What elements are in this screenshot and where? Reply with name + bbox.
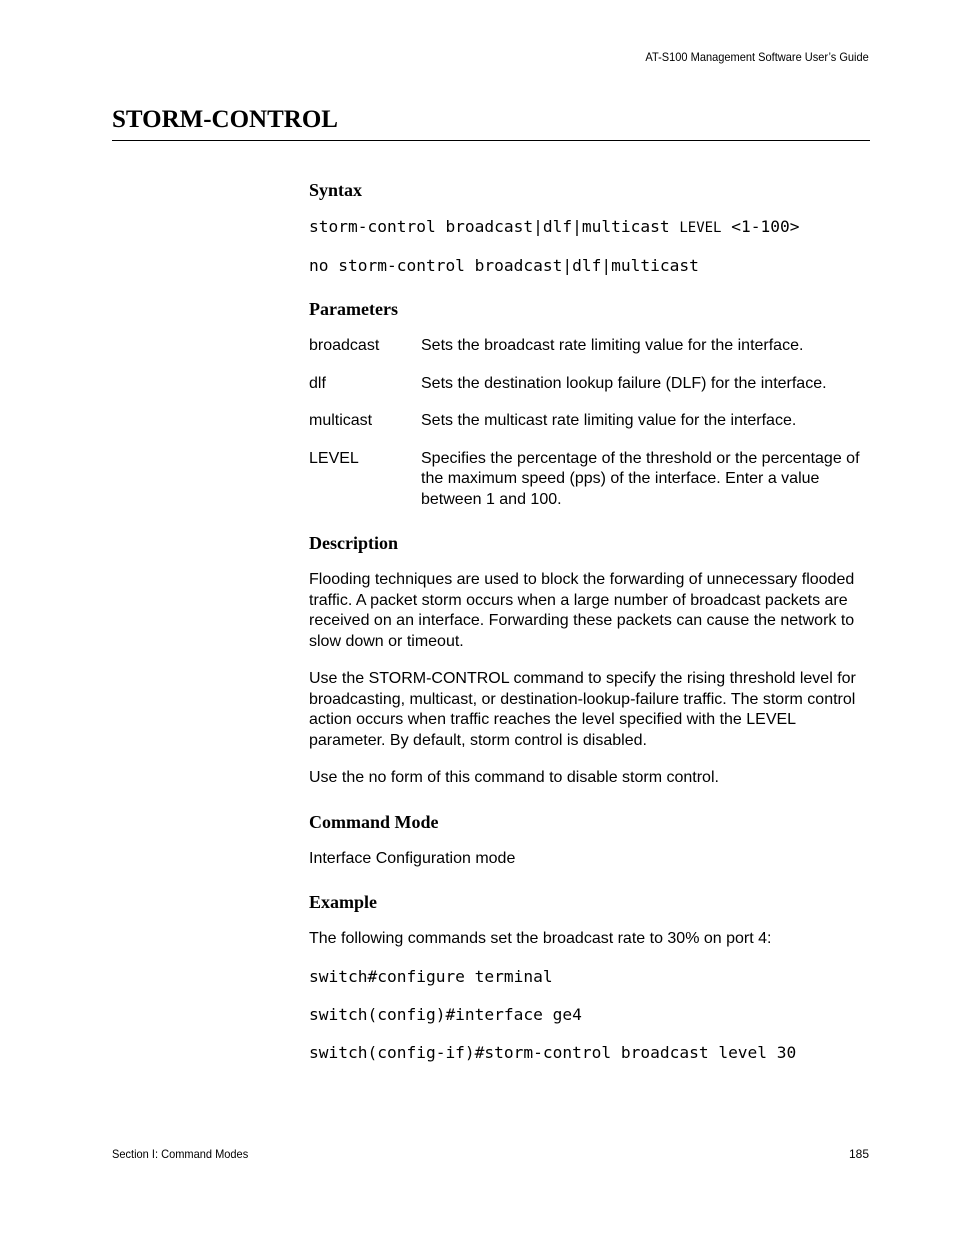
syntax-range: <1-100>	[721, 217, 800, 236]
parameters-table	[309, 336, 871, 510]
param-name: multicast	[309, 412, 373, 429]
description-paragraph: Use the no form of this command to disable storm control.	[309, 769, 719, 786]
page-title: STORM-CONTROL	[112, 106, 338, 133]
page-number: 185	[848, 1147, 869, 1161]
example-intro: The following commands set the broadcast rate to 30% on port 4:	[309, 930, 772, 947]
command-mode-heading: Command Mode	[309, 811, 439, 832]
syntax-line-1	[309, 217, 871, 238]
title-rule	[112, 140, 870, 141]
param-row-broadcast	[309, 336, 871, 357]
param-row-level	[309, 449, 871, 511]
param-desc: Sets the broadcast rate limiting value for the interface.	[421, 337, 804, 354]
param-row-multicast	[309, 411, 871, 432]
example-line: switch(config-if)#storm-control broadcast level 30	[309, 1042, 797, 1062]
syntax-level-keyword: LEVEL	[679, 220, 722, 236]
command-mode-text: Interface Configuration mode	[309, 849, 516, 867]
description-heading: Description	[309, 533, 398, 553]
syntax-heading: Syntax	[309, 180, 363, 200]
param-name: broadcast	[309, 337, 380, 354]
param-row-dlf	[309, 374, 871, 395]
description-paragraph: Flooding techniques are used to block the forwarding of unnecessary flooded traffic. A packet storm occurs when a large number of broadcast packets are received on an interface. Forwarding these packets can cause the network to slow down or timeout.	[309, 571, 855, 650]
param-name: dlf	[309, 374, 326, 392]
parameters-heading: Parameters	[309, 299, 398, 319]
param-desc: Specifies the percentage of the threshold or the percentage of the maximum speed (pps) of the interface. Enter a value between 1 and 100.	[421, 449, 860, 508]
description-paragraph: Use the STORM-CONTROL command to specify the rising threshold level for broadcasting, multicast, or destination-lookup-failure traffic. The storm control action occurs when traffic reaches the level specified with the LEVEL parameter. By default, storm control is disabled.	[309, 670, 856, 749]
param-desc: Sets the destination lookup failure (DLF) for the interface.	[421, 374, 827, 392]
running-header: AT-S100 Management Software User’s Guide	[645, 50, 869, 64]
example-line: switch(config)#interface ge4	[309, 1004, 582, 1024]
param-desc: Sets the multicast rate limiting value for the interface.	[421, 412, 797, 429]
param-name: LEVEL	[309, 449, 359, 467]
example-line: switch#configure terminal	[309, 966, 553, 986]
content-body	[309, 179, 871, 1063]
syntax-line-2: no storm-control broadcast|dlf|multicast	[309, 256, 699, 275]
syntax-command: storm-control broadcast|dlf|multicast	[309, 217, 680, 236]
footer-section: Section I: Command Modes	[112, 1147, 249, 1161]
example-heading: Example	[309, 892, 378, 912]
